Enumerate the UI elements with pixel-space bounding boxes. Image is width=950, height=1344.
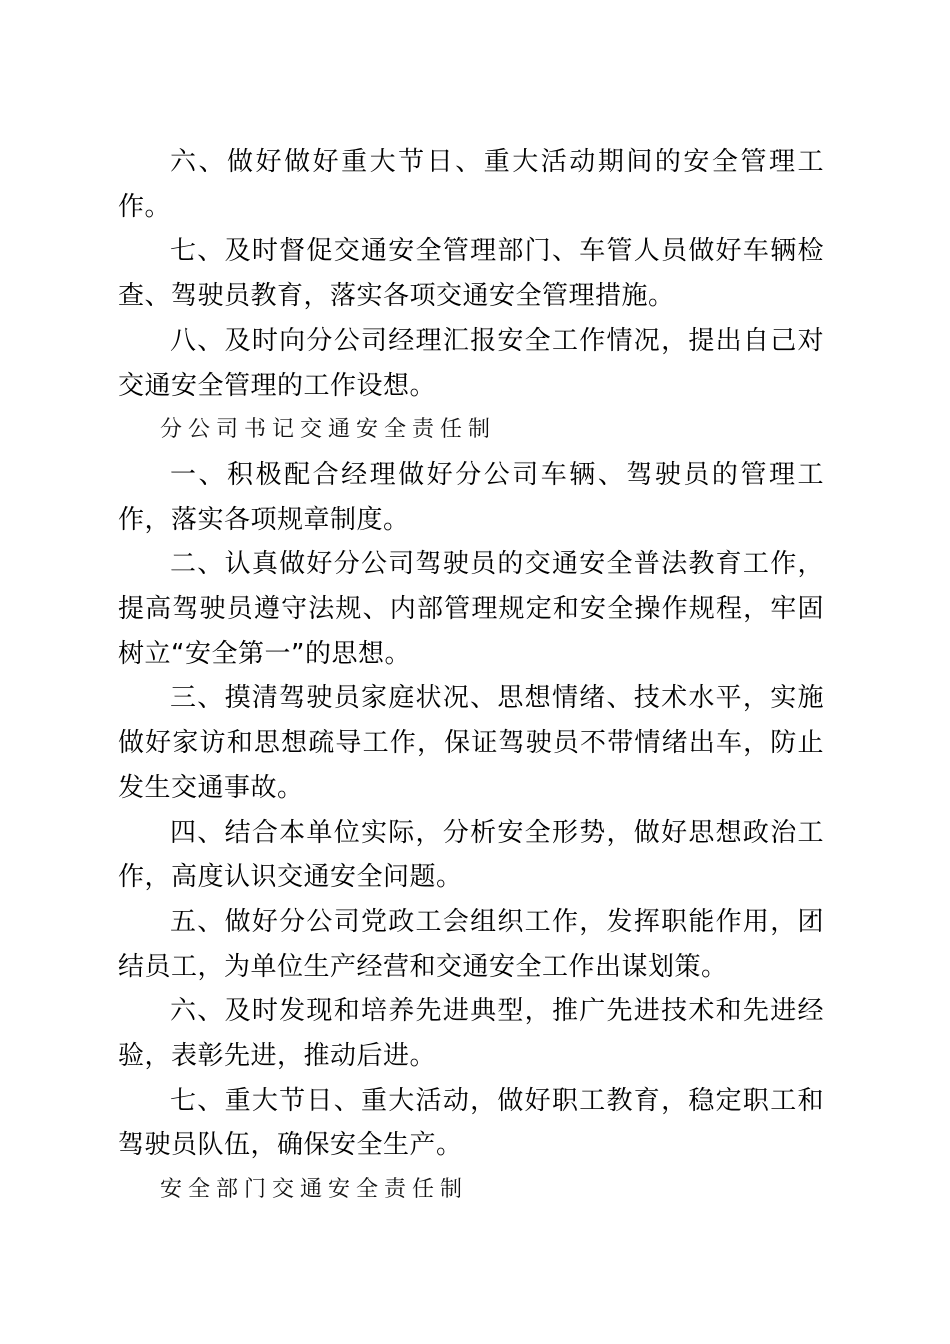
paragraph-item-2: 二、认真做好分公司驾驶员的交通安全普法教育工作，提高驾驶员遵守法规、内部管理规定和安全操作规程，牢固树立“安全第一”的思想。 — [118, 549, 824, 669]
paragraph-item-6: 六、做好做好重大节日、重大活动期间的安全管理工作。 — [118, 147, 824, 222]
paragraph-item-4: 四、结合本单位实际，分析安全形势，做好思想政治工作，高度认识交通安全问题。 — [118, 817, 824, 893]
paragraph-item-3: 三、摸清驾驶员家庭状况、思想情绪、技术水平，实施做好家访和思想疏导工作，保证驾驶员不带情绪出车，防止发生交通事故。 — [118, 683, 824, 803]
paragraph-item-7: 七、及时督促交通安全管理部门、车管人员做好车辆检查、驾驶员教育，落实各项交通安全管理措施。 — [118, 236, 824, 312]
paragraph-item-8: 八、及时向分公司经理汇报安全工作情况，提出自己对交通安全管理的工作设想。 — [118, 325, 824, 401]
paragraph-item-5: 五、做好分公司党政工会组织工作，发挥职能作用，团结员工，为单位生产经营和交通安全工作出谋划策。 — [118, 906, 824, 982]
paragraph-item-7b: 七、重大节日、重大活动，做好职工教育，稳定职工和驾驶员队伍，确保安全生产。 — [118, 1085, 824, 1161]
paragraph-item-6b: 六、及时发现和培养先进典型，推广先进技术和先进经验，表彰先进，推动后进。 — [118, 996, 824, 1072]
section-heading-safety-dept: 安全部门交通安全责任制 — [160, 1177, 469, 1203]
section-heading-secretary: 分公司书记交通安全责任制 — [160, 417, 497, 443]
document-page — [118, 140, 824, 1213]
paragraph-item-1: 一、积极配合经理做好分公司车辆、驾驶员的管理工作，落实各项规章制度。 — [118, 459, 824, 535]
